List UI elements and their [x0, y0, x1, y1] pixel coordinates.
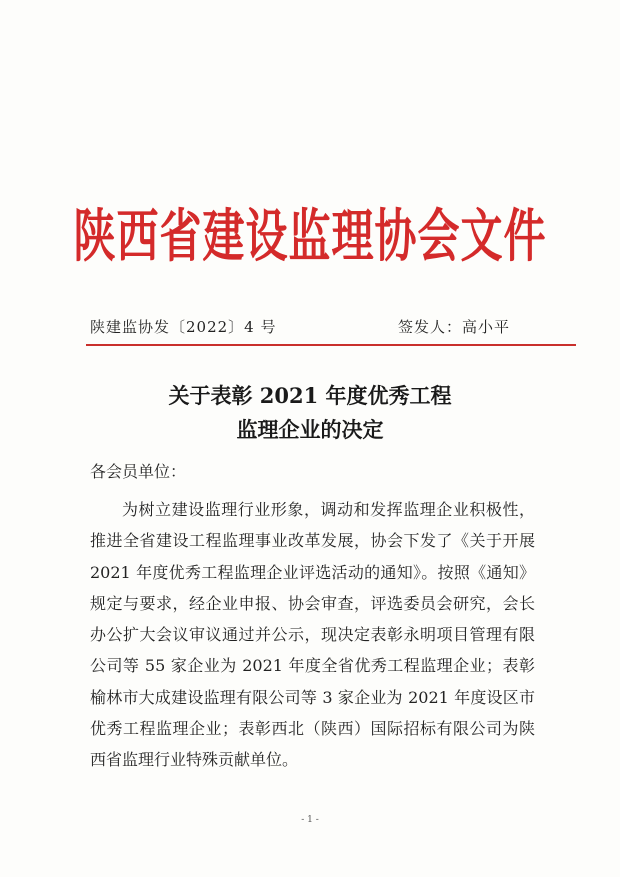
salutation: 各会员单位：: [90, 462, 187, 481]
decision-title-line-2: 监理企业的决定: [236, 417, 384, 442]
page-number: - 1 -: [301, 815, 319, 825]
body-paragraph: 为树立建设监理行业形象，调动和发挥监理企业积极性，推进全省建设工程监理事业改革发展，协会下发了《关于开展 2021 年度优秀工程监理企业评选活动的通知》。按照《通知》规定与要求，经企业申报、协会审查，评选委员会研究，会长办公扩大会议审议通过并公示，现决定表彰永明项目管理有限公司等 55 家企业为 2021 年度全省优秀工程监理企业；表彰榆林市大成建设监理有限公司等 3 家企业为 2021 年度设区市优秀工程监理企业；表彰西北（陕西）国际招标有限公司为陕西省监理行业特殊贡献单位。: [90, 500, 535, 770]
document-number: 陕建监协发〔2022〕4 号: [90, 318, 277, 336]
header-divider: [86, 344, 576, 346]
document-header-title: 陕西省建设监理协会文件: [73, 202, 547, 269]
signer: 签发人：高小平: [398, 318, 511, 336]
decision-title-line-1: 关于表彰 2021 年度优秀工程: [168, 383, 452, 408]
